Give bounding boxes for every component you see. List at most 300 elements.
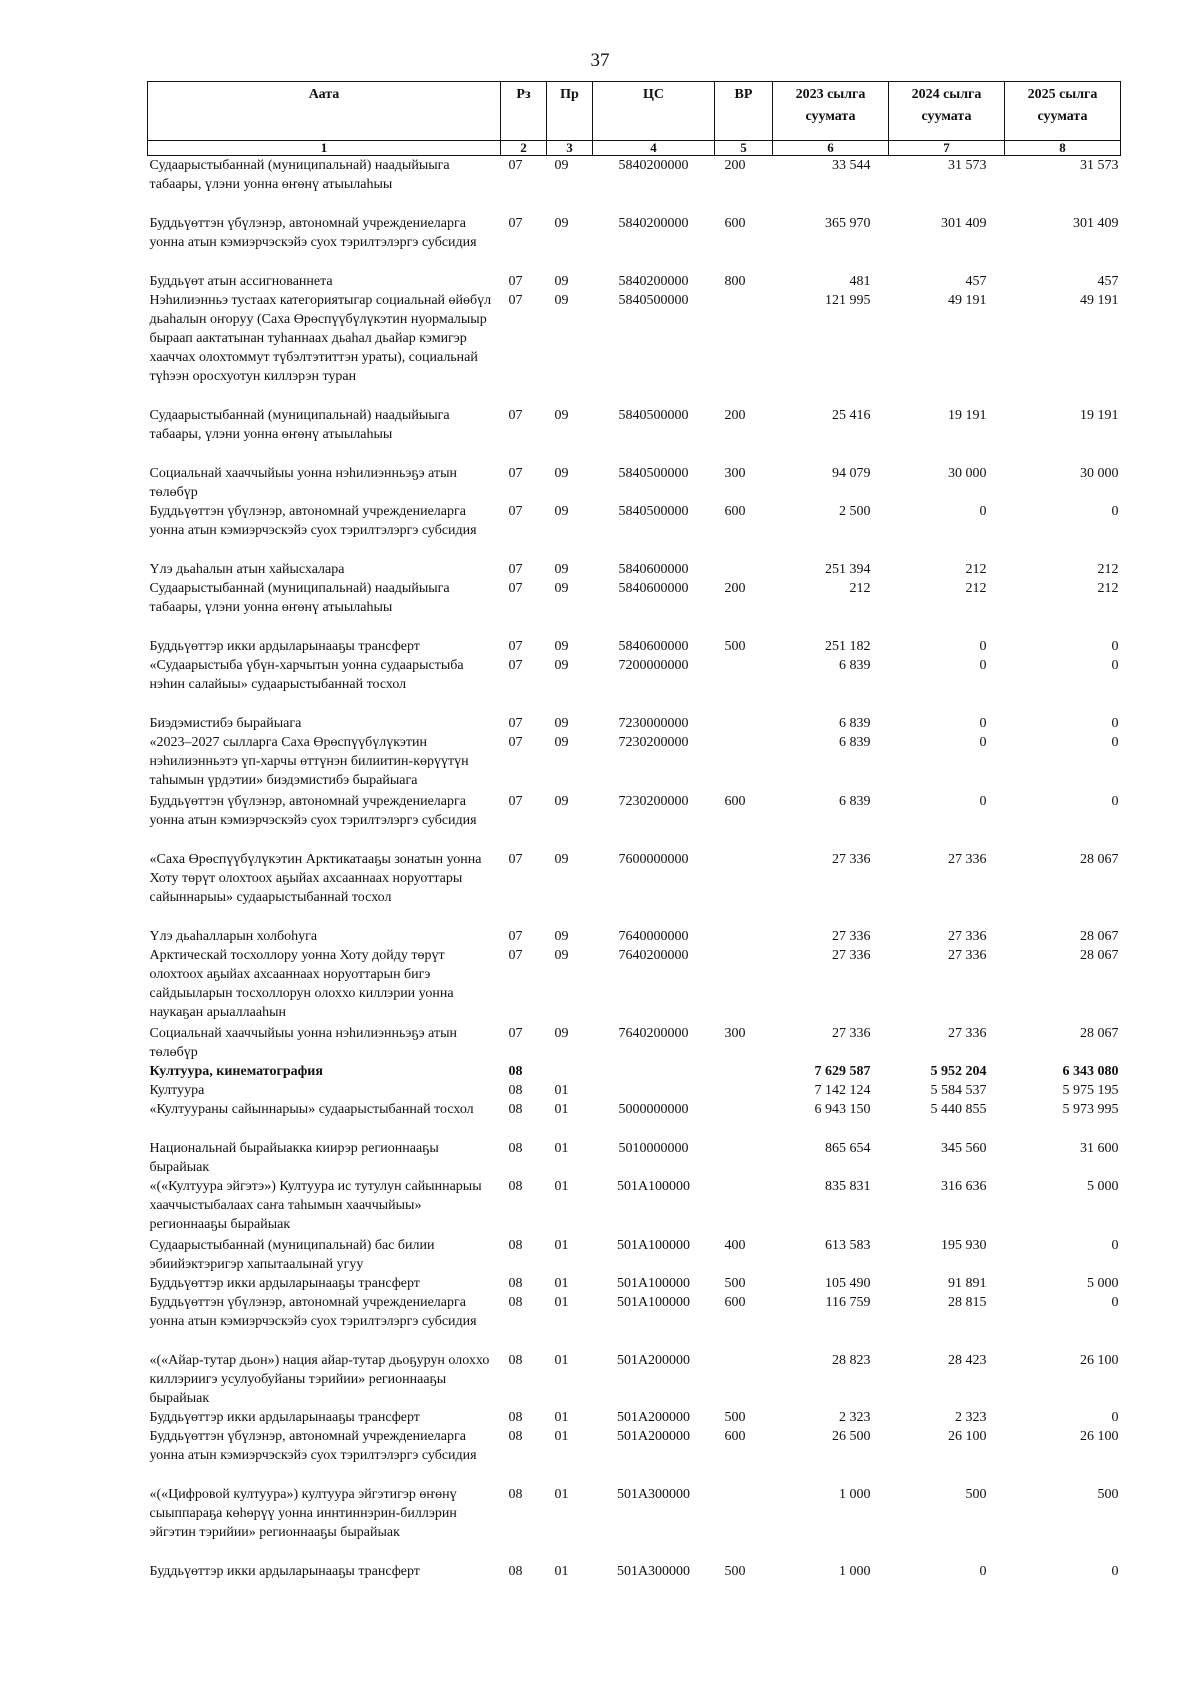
cell-rz: 07: [508, 716, 523, 731]
cell-pr: 01: [554, 1102, 569, 1117]
table-row: [148, 1024, 1121, 1062]
column-number: 3: [547, 141, 593, 156]
cell-y2023: 865 654: [825, 1141, 871, 1156]
cell-pr: 01: [554, 1141, 569, 1156]
cell-vr: 500: [724, 1410, 746, 1425]
cell-y2025: 5 000: [1087, 1276, 1119, 1291]
cell-y2025: 0: [1111, 1410, 1119, 1425]
cell-y2024: 0: [979, 1564, 987, 1579]
table-row: [148, 637, 1121, 656]
cell-y2023: 251 182: [825, 639, 871, 654]
cell-rz: 07: [508, 1026, 523, 1041]
cell-y2024: 28 423: [948, 1353, 987, 1368]
cell-y2024: 301 409: [941, 216, 987, 231]
cell-vr: 600: [724, 216, 746, 231]
cell-name: Култуура: [149, 1083, 205, 1098]
cell-cs: 7230200000: [618, 794, 689, 809]
cell-y2024: 500: [965, 1487, 987, 1502]
column-number: 4: [593, 141, 715, 156]
cell-y2024: 212: [965, 562, 987, 577]
cell-pr: [547, 1062, 593, 1081]
cell-y2023: 481: [849, 274, 871, 289]
cell-vr: [715, 291, 773, 406]
cell-pr: 09: [554, 929, 569, 944]
cell-rz: 07: [508, 658, 523, 673]
cell-y2024: 27 336: [948, 948, 987, 963]
cell-rz: 08: [508, 1353, 523, 1368]
cell-vr: [715, 850, 773, 927]
cell-y2025: 28 067: [1080, 948, 1119, 963]
table-row: [148, 1293, 1121, 1351]
cell-pr: 01: [554, 1429, 569, 1444]
cell-y2023: 6 839: [839, 658, 871, 673]
cell-y2023: 27 336: [832, 1026, 871, 1041]
cell-y2025: 30 000: [1080, 466, 1119, 481]
cell-name: Буддьүөттэн үбүлэнэр, автономнай учреждениеларга уонна атын кэмиэрчэскэйэ суох тэрилтэлэргэ субсидия: [149, 794, 477, 828]
cell-name: Буддьүөт атын ассигнованнета: [149, 274, 333, 289]
cell-rz: 07: [508, 581, 523, 596]
cell-rz: 07: [508, 948, 523, 963]
cell-pr: 09: [554, 216, 569, 231]
cell-y2024: 91 891: [948, 1276, 987, 1291]
cell-y2024: 27 336: [948, 1026, 987, 1041]
cell-cs: [593, 1081, 715, 1100]
cell-rz: 08: [508, 1564, 523, 1579]
table-row: [148, 792, 1121, 850]
cell-y2024: 0: [979, 658, 987, 673]
cell-cs: 7640000000: [618, 929, 689, 944]
cell-cs: 5840200000: [618, 158, 689, 173]
cell-vr: 500: [724, 1564, 746, 1579]
cell-y2024: 28 815: [948, 1295, 987, 1310]
cell-y2023: 121 995: [825, 293, 871, 308]
cell-name: Арктическай тосхоллору уонна Хоту дойду төрүт олохтоох аҕыйах ахсааннаах норуоттарын бигэ сайдыыларын тосхоллорун олоххо киллэрии уонна наукаҕан арыаллааһын: [149, 948, 454, 1020]
budget-table: [147, 81, 1121, 1581]
cell-y2024: 26 100: [948, 1429, 987, 1444]
cell-y2025: 5 000: [1087, 1179, 1119, 1194]
cell-y2025: 26 100: [1080, 1353, 1119, 1368]
cell-rz: 08: [508, 1083, 523, 1098]
cell-pr: 09: [554, 562, 569, 577]
cell-cs: 7230000000: [618, 716, 689, 731]
cell-name: Буддьүөттэр икки ардыларынааҕы трансферт: [149, 639, 420, 654]
cell-rz: 08: [508, 1238, 523, 1253]
cell-name: Үлэ дьаһалларын холбоһуга: [149, 929, 318, 944]
header-name: Аата: [148, 82, 501, 141]
cell-y2023: 28 823: [832, 1353, 871, 1368]
cell-name: «(«Култуура эйгэтэ») Култуура ис тутулун сайыннарыы хааччыстыбалаах саҥа таһымын хааччыйыы» регионнааҕы бырайыак: [149, 1179, 482, 1232]
table-row: [148, 733, 1121, 792]
table-row: [148, 406, 1121, 464]
cell-rz: 07: [508, 293, 523, 308]
cell-cs: 501А100000: [616, 1238, 691, 1253]
cell-vr: [715, 714, 773, 733]
cell-y2023: 27 336: [832, 929, 871, 944]
cell-y2025: 0: [1111, 735, 1119, 750]
cell-y2025: 31 600: [1080, 1141, 1119, 1156]
cell-vr: [715, 1100, 773, 1139]
cell-name: Буддьүөттэн үбүлэнэр, автономнай учреждениеларга уонна атын кэмиэрчэскэйэ суох тэрилтэлэргэ субсидия: [149, 504, 477, 538]
cell-y2023: 7 142 124: [814, 1083, 871, 1098]
table-row: [148, 156, 1121, 215]
cell-y2023: 251 394: [825, 562, 871, 577]
cell-name: Судаарыстыбаннай (муниципальнай) наадыйыыга табаары, үлэни уонна өҥөнү атыылаһыы: [149, 408, 450, 442]
table-row: [148, 850, 1121, 927]
header-vr: ВР: [715, 82, 773, 141]
cell-pr: 09: [554, 158, 569, 173]
table-row: [148, 214, 1121, 272]
cell-rz: 08: [508, 1064, 523, 1079]
cell-cs: 7200000000: [618, 658, 689, 673]
cell-pr: 09: [554, 466, 569, 481]
cell-y2025: 28 067: [1080, 852, 1119, 867]
cell-pr: 01: [554, 1179, 569, 1194]
column-number: 7: [889, 141, 1005, 156]
cell-y2025: 0: [1111, 1564, 1119, 1579]
cell-name: Үлэ дьаһалын атын хайысхалара: [149, 562, 345, 577]
cell-name: Буддьүөттэн үбүлэнэр, автономнай учреждениеларга уонна атын кэмиэрчэскэйэ суох тэрилтэлэргэ субсидия: [149, 1295, 477, 1329]
cell-pr: 09: [554, 639, 569, 654]
cell-rz: 08: [508, 1429, 523, 1444]
cell-y2024: 457: [965, 274, 987, 289]
cell-y2024: 19 191: [948, 408, 987, 423]
cell-y2024: 2 323: [955, 1410, 987, 1425]
cell-pr: 09: [554, 293, 569, 308]
cell-vr: [715, 927, 773, 946]
cell-cs: 5840600000: [618, 562, 689, 577]
cell-y2023: 365 970: [825, 216, 871, 231]
cell-y2023: 33 544: [832, 158, 871, 173]
cell-pr: 09: [554, 716, 569, 731]
cell-name: Буддьүөттэн үбүлэнэр, автономнай учреждениеларга уонна атын кэмиэрчэскэйэ суох тэрилтэлэргэ субсидия: [149, 1429, 477, 1463]
cell-name: Буддьүөттэр икки ардыларынааҕы трансферт: [149, 1410, 420, 1425]
cell-rz: 07: [508, 929, 523, 944]
table-row: [148, 1100, 1121, 1139]
cell-name: Национальнай бырайыакка киирэр регионнааҕы бырайыак: [149, 1141, 439, 1175]
table-header: [148, 82, 1121, 156]
table-row: [148, 1562, 1121, 1581]
cell-vr: 200: [724, 158, 746, 173]
cell-y2024: 49 191: [948, 293, 987, 308]
cell-cs: 5840500000: [618, 504, 689, 519]
cell-y2025: 212: [1097, 581, 1119, 596]
cell-vr: 600: [724, 1429, 746, 1444]
cell-y2025: 5 973 995: [1062, 1102, 1119, 1117]
header-2023: 2023 сылга суумата: [773, 82, 889, 141]
cell-vr: [715, 1351, 773, 1408]
cell-y2025: 0: [1111, 504, 1119, 519]
cell-rz: 07: [508, 158, 523, 173]
table-row: [148, 946, 1121, 1024]
cell-vr: 600: [724, 504, 746, 519]
cell-cs: 5000000000: [618, 1102, 689, 1117]
cell-rz: 08: [508, 1276, 523, 1291]
table-row: [148, 1485, 1121, 1562]
cell-cs: 7640200000: [618, 948, 689, 963]
cell-y2025: 19 191: [1080, 408, 1119, 423]
cell-name: Социальнай хааччыйыы уонна нэһилиэнньэҕэ атын төлөбүр: [149, 466, 458, 500]
cell-rz: 07: [508, 408, 523, 423]
cell-name: Судаарыстыбаннай (муниципальнай) бас билии эбиийэктэригэр хапытаалынай угуу: [149, 1238, 435, 1272]
cell-y2023: 6 839: [839, 735, 871, 750]
cell-rz: 07: [508, 466, 523, 481]
cell-y2025: 0: [1111, 639, 1119, 654]
cell-y2024: 31 573: [948, 158, 987, 173]
table-row: [148, 272, 1121, 291]
cell-cs: 7230200000: [618, 735, 689, 750]
table-row: [148, 927, 1121, 946]
cell-rz: 07: [508, 794, 523, 809]
cell-y2024: 5 584 537: [930, 1083, 987, 1098]
cell-cs: 501А200000: [616, 1410, 691, 1425]
table-row: [148, 1427, 1121, 1485]
cell-y2023: 6 943 150: [814, 1102, 871, 1117]
cell-vr: 300: [724, 466, 746, 481]
cell-y2024: 27 336: [948, 852, 987, 867]
cell-y2023: 212: [849, 581, 871, 596]
cell-vr: [715, 1177, 773, 1236]
cell-pr: 01: [554, 1487, 569, 1502]
cell-name: Социальнай хааччыйыы уонна нэһилиэнньэҕэ атын төлөбүр: [149, 1026, 458, 1060]
cell-rz: 08: [508, 1179, 523, 1194]
cell-y2024: 0: [979, 794, 987, 809]
cell-y2023: 1 000: [839, 1487, 871, 1502]
cell-rz: 07: [508, 735, 523, 750]
cell-cs: 5840200000: [618, 216, 689, 231]
cell-y2024: 0: [979, 639, 987, 654]
cell-y2024: 195 930: [941, 1238, 987, 1253]
cell-y2024: 30 000: [948, 466, 987, 481]
cell-y2025: 31 573: [1080, 158, 1119, 173]
cell-rz: 08: [508, 1295, 523, 1310]
cell-rz: 07: [508, 562, 523, 577]
budget-table-container: [147, 81, 1120, 1581]
cell-cs: 501А200000: [616, 1429, 691, 1444]
column-number: 2: [501, 141, 547, 156]
table-row: [148, 291, 1121, 406]
cell-y2025: 212: [1097, 562, 1119, 577]
cell-pr: 09: [554, 504, 569, 519]
cell-y2024: 345 560: [941, 1141, 987, 1156]
cell-pr: 09: [554, 794, 569, 809]
cell-pr: 09: [554, 735, 569, 750]
cell-y2023: 2 500: [839, 504, 871, 519]
cell-name: Култуура, кинематография: [149, 1064, 323, 1079]
cell-pr: 09: [554, 408, 569, 423]
cell-y2023: 25 416: [832, 408, 871, 423]
cell-y2023: 6 839: [839, 794, 871, 809]
cell-pr: 01: [554, 1083, 569, 1098]
cell-vr: [715, 1139, 773, 1177]
cell-name: Буддьүөттэр икки ардыларынааҕы трансферт: [149, 1564, 420, 1579]
cell-y2023: 7 629 587: [814, 1064, 871, 1079]
cell-name: Нэһилиэнньэ тустаах категориятыгар социальнай өйөбүл дьаһалын оҥоруу (Саха Өрөспүүбүлүкэтин нуормалыыр быраап аактатынан туһаннаах дьаһал дьайар кэмигэр хааччах олохтоммут түбэлтэтиттэн ураты), социальнай түһээн оросхуотун киллэрэн туран: [149, 293, 492, 384]
table-row: [148, 1062, 1121, 1081]
cell-y2025: 301 409: [1073, 216, 1119, 231]
cell-vr: 500: [724, 639, 746, 654]
cell-y2023: 835 831: [825, 1179, 871, 1194]
cell-y2023: 27 336: [832, 852, 871, 867]
cell-pr: 01: [554, 1353, 569, 1368]
cell-rz: 08: [508, 1102, 523, 1117]
cell-vr: [715, 1081, 773, 1100]
cell-y2025: 457: [1097, 274, 1119, 289]
cell-cs: 501А100000: [616, 1179, 691, 1194]
cell-vr: 200: [724, 408, 746, 423]
cell-y2025: 49 191: [1080, 293, 1119, 308]
cell-y2025: 28 067: [1080, 929, 1119, 944]
table-row: [148, 1408, 1121, 1427]
cell-name: «Култуураны сайыннарыы» судаарыстыбаннай тосхол: [149, 1102, 474, 1117]
table-row: [148, 579, 1121, 637]
cell-y2024: 0: [979, 716, 987, 731]
cell-rz: 07: [508, 274, 523, 289]
cell-cs: 501А300000: [616, 1564, 691, 1579]
cell-vr: 600: [724, 794, 746, 809]
cell-y2025: 500: [1097, 1487, 1119, 1502]
cell-y2024: 212: [965, 581, 987, 596]
cell-pr: 01: [554, 1276, 569, 1291]
table-body: [148, 156, 1121, 1582]
cell-cs: 5840500000: [618, 408, 689, 423]
cell-y2025: 0: [1111, 658, 1119, 673]
table-row: [148, 1081, 1121, 1100]
cell-cs: 5840200000: [618, 274, 689, 289]
cell-y2023: 94 079: [832, 466, 871, 481]
table-row: [148, 1177, 1121, 1236]
cell-vr: [715, 733, 773, 792]
cell-y2025: 28 067: [1080, 1026, 1119, 1041]
cell-y2023: 27 336: [832, 948, 871, 963]
cell-vr: 300: [724, 1026, 746, 1041]
cell-y2023: 105 490: [825, 1276, 871, 1291]
cell-pr: 01: [554, 1564, 569, 1579]
cell-pr: 09: [554, 1026, 569, 1041]
cell-cs: 5840600000: [618, 581, 689, 596]
header-cs: ЦС: [593, 82, 715, 141]
cell-y2025: 0: [1111, 1238, 1119, 1253]
cell-pr: 01: [554, 1410, 569, 1425]
table-row: [148, 1139, 1121, 1177]
column-number: 1: [148, 141, 501, 156]
cell-cs: 7640200000: [618, 1026, 689, 1041]
header-rz: Рз: [501, 82, 547, 141]
cell-y2024: 0: [979, 504, 987, 519]
cell-name: «Судаарыстыба үбүн-харчытын уонна судаарыстыба нэһин салайыы» судаарыстыбаннай тосхол: [149, 658, 464, 692]
cell-y2024: 27 336: [948, 929, 987, 944]
cell-vr: 200: [724, 581, 746, 596]
cell-name: «Саха Өрөспүүбүлүкэтин Арктикатааҕы зонатын уонна Хоту төрүт олохтоох аҕыйах ахсааннаах норуоттары сайыннарыы» судаарыстыбаннай тосхол: [149, 852, 482, 905]
table-row: [148, 560, 1121, 579]
cell-cs: 501А200000: [616, 1353, 691, 1368]
cell-pr: 01: [554, 1238, 569, 1253]
cell-pr: 09: [554, 274, 569, 289]
cell-name: Судаарыстыбаннай (муниципальнай) наадыйыыга табаары, үлэни уонна өҥөнү атыылаһыы: [149, 581, 450, 615]
table-row: [148, 1351, 1121, 1408]
cell-y2024: 316 636: [941, 1179, 987, 1194]
cell-vr: [715, 1485, 773, 1562]
cell-rz: 07: [508, 504, 523, 519]
cell-rz: 07: [508, 852, 523, 867]
cell-rz: 08: [508, 1487, 523, 1502]
cell-rz: 08: [508, 1141, 523, 1156]
header-pr: Пр: [547, 82, 593, 141]
cell-cs: 5840500000: [618, 293, 689, 308]
table-row: [148, 714, 1121, 733]
cell-cs: 501А100000: [616, 1276, 691, 1291]
page-number: 37: [590, 50, 610, 71]
cell-y2023: 2 323: [839, 1410, 871, 1425]
cell-pr: 09: [554, 581, 569, 596]
cell-y2025: 6 343 080: [1062, 1064, 1119, 1079]
cell-vr: [715, 656, 773, 714]
cell-y2025: 0: [1111, 1295, 1119, 1310]
cell-y2024: 0: [979, 735, 987, 750]
cell-name: Буддьүөттэн үбүлэнэр, автономнай учреждениеларга уонна атын кэмиэрчэскэйэ суох тэрилтэлэргэ субсидия: [149, 216, 477, 250]
column-number: 5: [715, 141, 773, 156]
cell-cs: 5840500000: [618, 466, 689, 481]
cell-vr: [715, 1062, 773, 1081]
cell-y2023: 613 583: [825, 1238, 871, 1253]
cell-cs: 501А300000: [616, 1487, 691, 1502]
cell-vr: [715, 560, 773, 579]
cell-name: «2023–2027 сылларга Саха Өрөспүүбүлүкэтин нэһилиэнньэтэ үп-харчы өттүнэн билиитин-көрүүтүн таһымын үрдэтии» биэдэмистибэ бырайыага: [149, 735, 469, 788]
cell-vr: 400: [724, 1238, 746, 1253]
cell-vr: [715, 946, 773, 1024]
header-2024: 2024 сылга суумата: [889, 82, 1005, 141]
cell-pr: 09: [554, 948, 569, 963]
cell-name: Буддьүөттэр икки ардыларынааҕы трансферт: [149, 1276, 420, 1291]
table-row: [148, 1236, 1121, 1274]
table-row: [148, 656, 1121, 714]
cell-cs: 5840600000: [618, 639, 689, 654]
table-row: [148, 502, 1121, 560]
cell-cs: 501А100000: [616, 1295, 691, 1310]
cell-vr: 500: [724, 1276, 746, 1291]
cell-y2025: 26 100: [1080, 1429, 1119, 1444]
cell-name: Судаарыстыбаннай (муниципальнай) наадыйыыга табаары, үлэни уонна өҥөнү атыылаһыы: [149, 158, 450, 192]
cell-name: «(«Айар-тутар дьон») нация айар-тутар дьоҕурун олоххо киллэриигэ усулуобуйаны тэрийии» регионнааҕы бырайыак: [149, 1353, 490, 1406]
cell-name: Биэдэмистибэ бырайыага: [149, 716, 302, 731]
cell-rz: 08: [508, 1410, 523, 1425]
cell-cs: [593, 1062, 715, 1081]
cell-y2023: 116 759: [825, 1295, 871, 1310]
cell-pr: 09: [554, 852, 569, 867]
cell-y2023: 1 000: [839, 1564, 871, 1579]
cell-rz: 07: [508, 216, 523, 231]
table-row: [148, 1274, 1121, 1293]
cell-y2025: 5 975 195: [1062, 1083, 1119, 1098]
cell-y2024: 5 440 855: [930, 1102, 987, 1117]
column-number: 6: [773, 141, 889, 156]
cell-y2023: 6 839: [839, 716, 871, 731]
cell-name: «(«Цифровой култуура») култуура эйгэтигэр өҥөнү сыыппараҕа көһөрүү уонна иннтиннэрин-биллэрин эйгэтин тэрийии» регионнааҕы бырайыак: [149, 1487, 457, 1540]
cell-cs: 7600000000: [618, 852, 689, 867]
header-2025: 2025 сылга суумата: [1005, 82, 1121, 141]
cell-y2024: 5 952 204: [930, 1064, 987, 1079]
column-number: 8: [1005, 141, 1121, 156]
cell-y2023: 26 500: [832, 1429, 871, 1444]
cell-vr: 800: [724, 274, 746, 289]
table-row: [148, 464, 1121, 502]
cell-y2025: 0: [1111, 794, 1119, 809]
cell-y2025: 0: [1111, 716, 1119, 731]
cell-pr: 09: [554, 658, 569, 673]
cell-pr: 01: [554, 1295, 569, 1310]
cell-rz: 07: [508, 639, 523, 654]
cell-cs: 5010000000: [618, 1141, 689, 1156]
cell-vr: 600: [724, 1295, 746, 1310]
